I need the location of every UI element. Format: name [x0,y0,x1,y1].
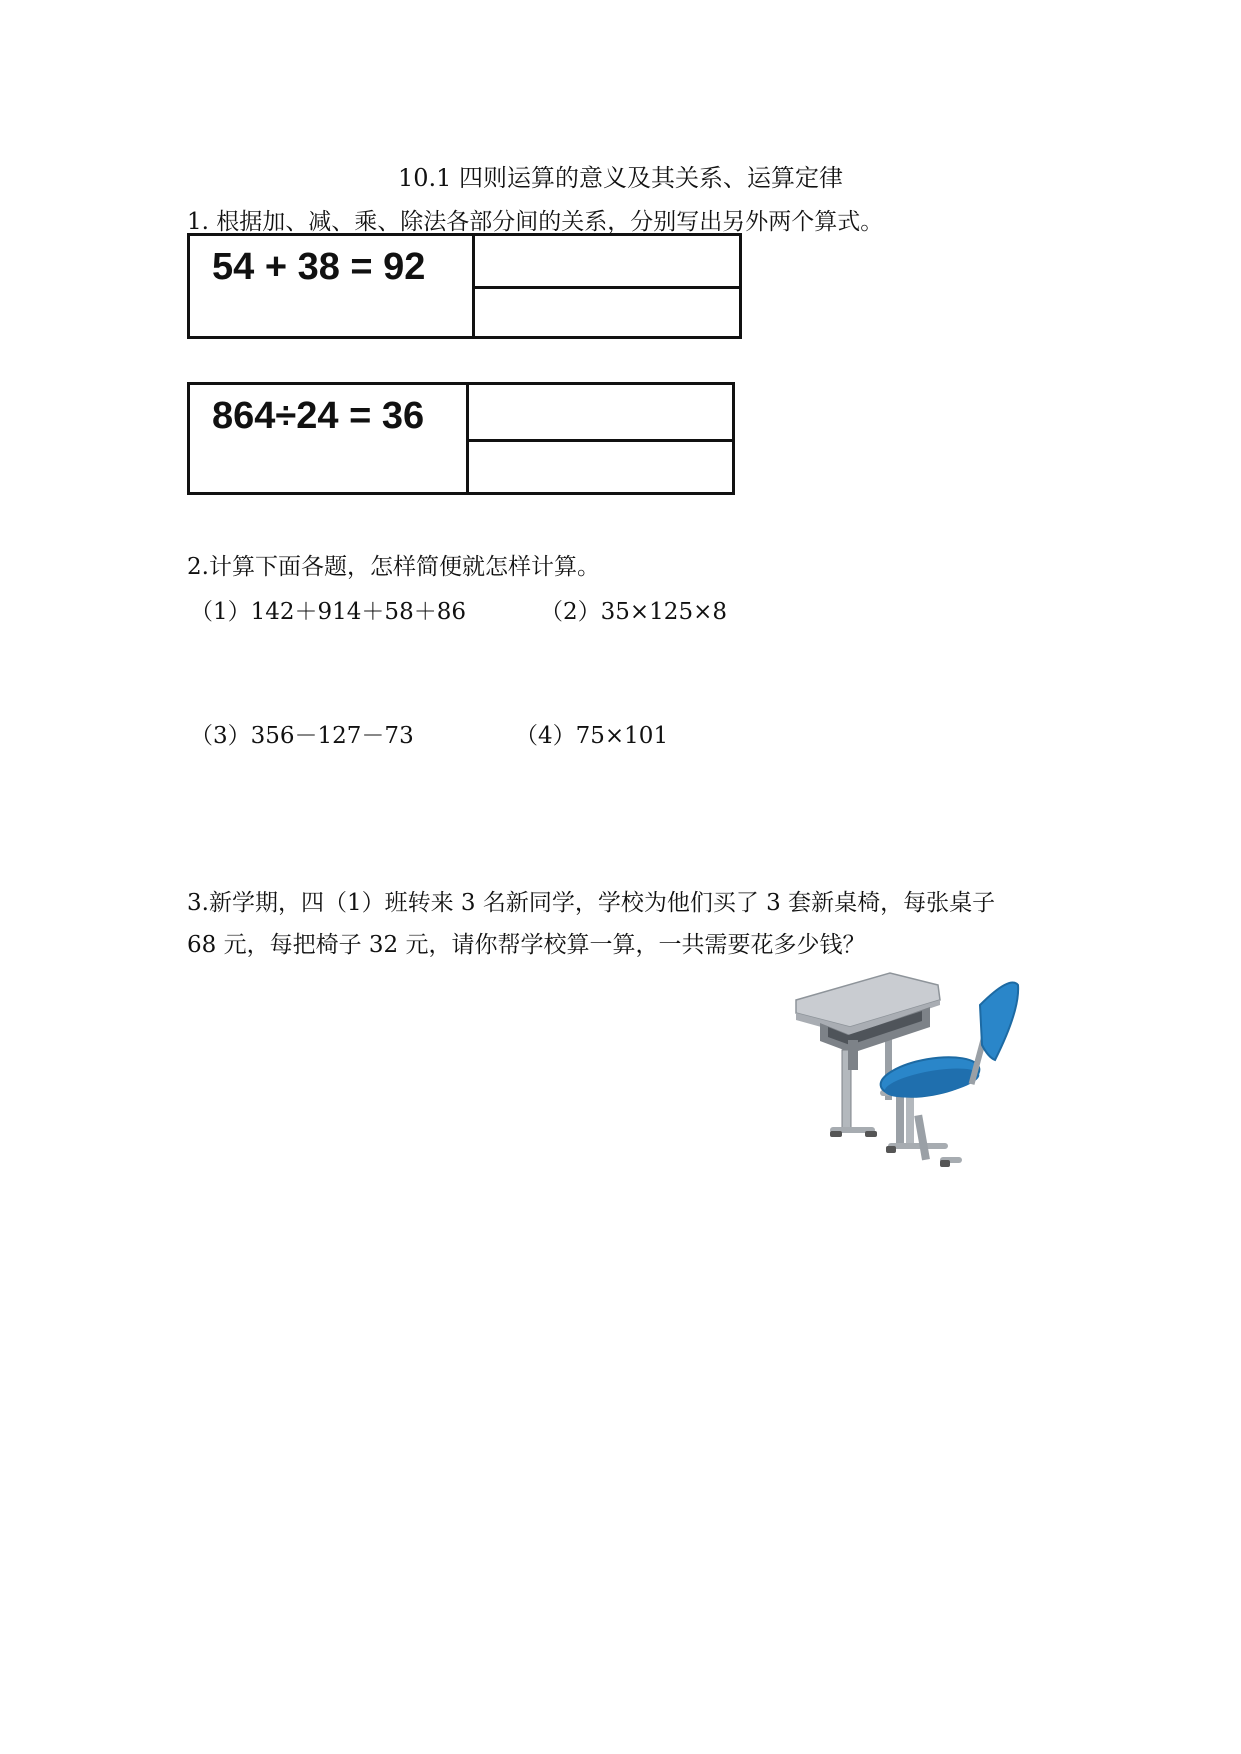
given-equation: 864÷24 = 36 [212,395,425,437]
given-equation: 54 + 38 = 92 [212,246,426,288]
q2-prompt: 2.计算下面各题，怎样简便就怎样计算。 [187,554,600,580]
answer-cell-1[interactable] [469,385,732,439]
q3-line-2: 68 元，每把椅子 32 元，请你帮学校算一算，一共需要花多少钱？ [187,932,866,958]
q2-item-3: （3）356－127－73 [190,723,414,749]
answer-cell-2[interactable] [475,289,739,336]
equation-cell [190,236,475,336]
q1-equation-box-2 [187,382,735,495]
q3-line-1: 3.新学期，四（1）班转来 3 名新同学，学校为他们买了 3 套新桌椅，每张桌子 [187,890,996,916]
q2-item-1: （1）142＋914＋58＋86 [190,599,466,625]
desk-and-chair-icon [790,965,1040,1180]
q1-prompt: 1. 根据加、减、乘、除法各部分间的关系，分别写出另外两个算式。 [187,209,884,235]
q1-equation-box-1 [187,233,742,339]
q2-item-2: （2）35×125×8 [540,599,727,625]
answer-cell-1[interactable] [475,236,739,286]
q2-item-4: （4）75×101 [515,723,669,749]
page-title: 10.1 四则运算的意义及其关系、运算定律 [397,164,844,192]
answer-cell-2[interactable] [469,442,732,492]
equation-cell [190,385,469,492]
